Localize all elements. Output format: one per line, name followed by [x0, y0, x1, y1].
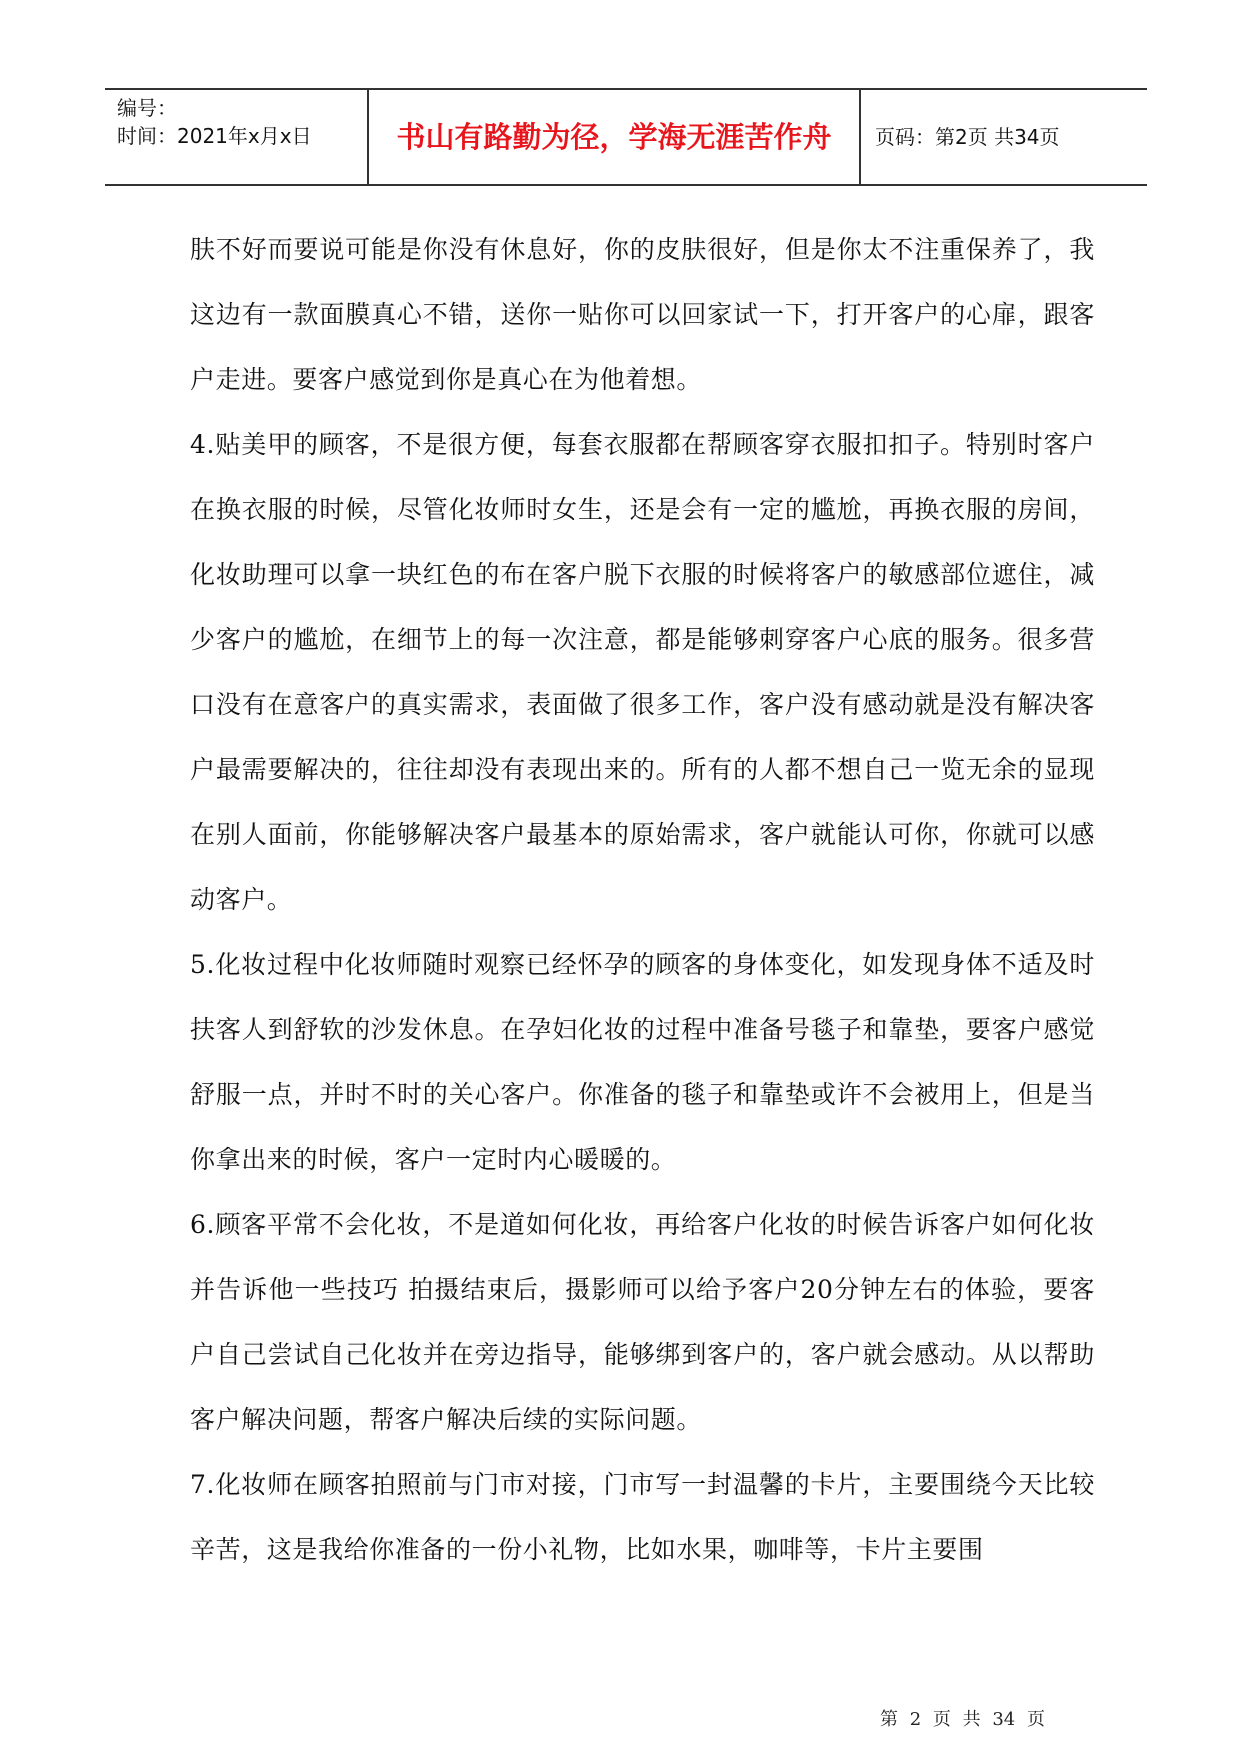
header-meta: [117, 94, 367, 150]
header-divider: [859, 90, 861, 184]
body-paragraph: 6.顾客平常不会化妆，不是道如何化妆，再给客户化妆的时候告诉客户如何化妆并告诉他一些技巧 拍摄结束后，摄影师可以给予客户20分钟左右的体验，要客户自己尝试自己化妆并在旁边指导，能够绑到客户的，客户就会感动。从以帮助客户解决问题，帮客户解决后续的实际问题。: [190, 1210, 1095, 1434]
header-page-number: 页码：第2页 共34页: [875, 125, 1060, 149]
page-header: [105, 88, 1147, 186]
body-paragraph: 4.贴美甲的顾客，不是很方便，每套衣服都在帮顾客穿衣服扣扣子。特别时客户在换衣服的时候，尽管化妆师时女生，还是会有一定的尴尬，再换衣服的房间，化妆助理可以拿一块红色的布在客户脱下衣服的时候将客户的敏感部位遮住，减少客户的尴尬，在细节上的每一次注意，都是能够刺穿客户心底的服务。很多营口没有在意客户的真实需求，表面做了很多工作，客户没有感动就是没有解决客户最需要解决的，往往却没有表现出来的。所有的人都不想自己一览无余的显现在别人面前，你能够解决客户最基本的原始需求，客户就能认可你，你就可以感动客户。: [190, 430, 1095, 914]
header-motto: 书山有路勤为径，学海无涯苦作舟: [396, 120, 832, 154]
date-label: 时间：2021年x月x日: [117, 124, 312, 148]
serial-number-label: 编号：: [117, 96, 177, 120]
document-body: [190, 217, 1095, 1582]
page-footer: 第 2 页 共 34 页: [880, 1709, 1045, 1730]
body-paragraph: 5.化妆过程中化妆师随时观察已经怀孕的顾客的身体变化，如发现身体不适及时扶客人到舒软的沙发休息。在孕妇化妆的过程中准备号毯子和靠垫，要客户感觉舒服一点，并时不时的关心客户。你准备的毯子和靠垫或许不会被用上，但是当你拿出来的时候，客户一定时内心暖暖的。: [190, 950, 1095, 1174]
body-paragraph: 7.化妆师在顾客拍照前与门市对接，门市写一封温馨的卡片，主要围绕今天比较辛苦，这是我给你准备的一份小礼物，比如水果，咖啡等，卡片主要围: [190, 1470, 1095, 1564]
body-paragraph: 肤不好而要说可能是你没有休息好，你的皮肤很好，但是你太不注重保养了，我这边有一款面膜真心不错，送你一贴你可以回家试一下，打开客户的心扉，跟客户走进。要客户感觉到你是真心在为他着想。: [190, 235, 1095, 394]
